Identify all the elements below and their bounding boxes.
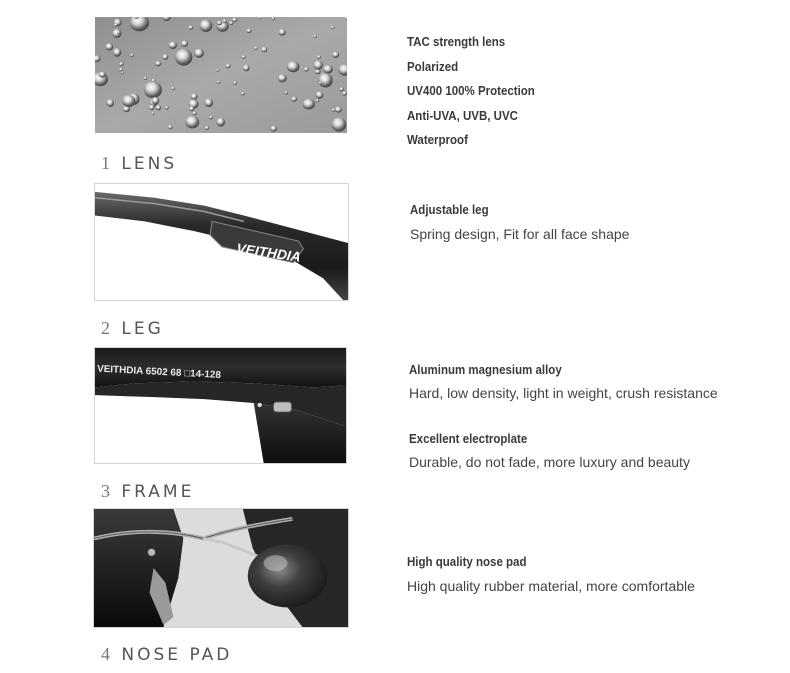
- water-droplet: [181, 41, 188, 47]
- water-droplet: [194, 49, 204, 58]
- water-droplet: [152, 97, 160, 105]
- water-droplet: [271, 17, 275, 20]
- water-droplet: [270, 126, 277, 132]
- section-caption-text: NOSE PAD: [121, 645, 233, 665]
- water-droplet: [105, 43, 113, 50]
- water-droplet: [185, 116, 199, 129]
- water-droplet: [189, 106, 194, 111]
- section-caption-frame: [101, 481, 194, 502]
- water-droplet: [216, 69, 219, 72]
- water-droplet: [119, 62, 124, 66]
- brand-mark: VEITHDIA: [235, 239, 302, 265]
- section-caption-text: LEG: [121, 319, 164, 339]
- section-caption-text: LENS: [121, 154, 178, 174]
- water-droplet: [114, 23, 118, 26]
- water-droplet: [165, 106, 169, 110]
- section-number: 3: [101, 481, 111, 501]
- section-caption-nose-pad: [101, 644, 232, 665]
- water-droplet: [216, 118, 225, 127]
- water-droplet: [233, 81, 237, 85]
- water-droplet: [117, 31, 120, 34]
- nose-pad-photo: [93, 508, 349, 628]
- water-droplet: [175, 49, 192, 66]
- water-droplet: [279, 29, 286, 36]
- leg-photo: [94, 183, 349, 301]
- water-droplet: [340, 87, 344, 91]
- water-droplet: [278, 74, 287, 82]
- water-droplet: [261, 47, 267, 53]
- water-droplets-image: [95, 17, 347, 133]
- frame-engraving: VEITHDIA 6502 68 □14-128: [96, 363, 222, 382]
- water-droplet: [223, 19, 227, 23]
- water-droplet: [316, 91, 324, 98]
- water-droplet: [242, 55, 246, 59]
- water-droplet: [155, 61, 161, 66]
- water-droplet: [121, 71, 124, 74]
- water-droplet: [323, 65, 333, 74]
- water-droplet: [254, 46, 257, 50]
- water-droplet: [316, 99, 319, 102]
- water-droplet: [193, 111, 197, 115]
- water-droplet: [144, 81, 162, 98]
- lens-feature: Anti-UVA, UVB, UVC: [407, 109, 518, 123]
- water-droplet: [304, 67, 309, 72]
- section-caption-leg: [101, 318, 164, 339]
- water-droplet: [191, 93, 198, 100]
- frame-hinge-image: [95, 348, 346, 463]
- section-caption-lens: [101, 153, 177, 174]
- water-droplet: [209, 116, 213, 120]
- water-droplet: [303, 99, 315, 110]
- lens-feature: UV400 100% Protection: [407, 84, 535, 98]
- water-droplet: [162, 54, 168, 60]
- feature-title: Excellent electroplate: [409, 432, 528, 446]
- water-droplet: [226, 64, 231, 69]
- water-droplet: [319, 81, 322, 84]
- feature-title: Adjustable leg: [410, 203, 489, 217]
- nose-pad-image: [94, 509, 348, 627]
- water-droplet: [155, 105, 161, 110]
- water-droplet: [241, 92, 245, 95]
- feature-description: High quality rubber material, more comfortable: [407, 578, 695, 594]
- water-droplet: [243, 65, 250, 72]
- water-droplet: [205, 98, 214, 107]
- lens-photo: [95, 17, 347, 133]
- water-droplet: [149, 105, 155, 110]
- water-droplet: [317, 55, 321, 59]
- water-droplet: [229, 21, 233, 25]
- water-droplet: [342, 91, 347, 95]
- water-droplet: [188, 25, 193, 29]
- water-droplet: [112, 29, 121, 38]
- water-droplet: [205, 126, 209, 130]
- section-number: 4: [101, 644, 111, 664]
- water-droplet: [171, 87, 175, 90]
- water-droplet: [318, 73, 332, 88]
- section-number: 1: [101, 153, 111, 173]
- water-droplet: [107, 99, 115, 107]
- water-droplet: [122, 95, 135, 107]
- feature-title: Aluminum magnesium alloy: [409, 363, 562, 377]
- water-droplet: [335, 107, 342, 113]
- feature-description: Durable, do not fade, more luxury and beauty: [409, 454, 690, 470]
- water-droplet: [217, 21, 222, 26]
- water-droplet: [99, 72, 106, 78]
- temple-leg-image: [95, 184, 348, 300]
- water-droplet: [331, 26, 335, 29]
- water-droplet: [332, 117, 347, 131]
- water-droplet: [314, 61, 323, 70]
- water-droplet: [113, 48, 121, 57]
- lens-feature: Waterproof: [407, 133, 468, 147]
- water-droplet: [169, 42, 177, 49]
- water-droplet: [232, 18, 237, 23]
- feature-description: Hard, low density, light in weight, crush resistance: [409, 385, 718, 401]
- feature-title: High quality nose pad: [407, 555, 527, 569]
- water-droplet: [332, 109, 336, 112]
- water-droplet: [284, 91, 288, 94]
- frame-photo: [94, 347, 347, 464]
- water-droplet: [200, 20, 213, 32]
- water-droplet: [168, 125, 173, 129]
- water-droplet: [217, 81, 221, 84]
- water-droplet: [119, 68, 123, 72]
- water-droplet: [246, 29, 251, 33]
- water-droplet: [130, 54, 134, 57]
- water-droplet: [314, 35, 317, 38]
- section-caption-text: FRAME: [121, 482, 195, 502]
- feature-description: Spring design, Fit for all face shape: [410, 226, 630, 242]
- section-number: 2: [101, 318, 111, 338]
- lens-feature: TAC strength lens: [407, 35, 506, 49]
- water-droplet: [287, 61, 300, 72]
- water-droplet: [151, 112, 154, 115]
- lens-feature: Polarized: [407, 60, 459, 74]
- water-droplet: [332, 52, 339, 58]
- water-droplet: [291, 97, 297, 102]
- water-droplet: [144, 77, 147, 80]
